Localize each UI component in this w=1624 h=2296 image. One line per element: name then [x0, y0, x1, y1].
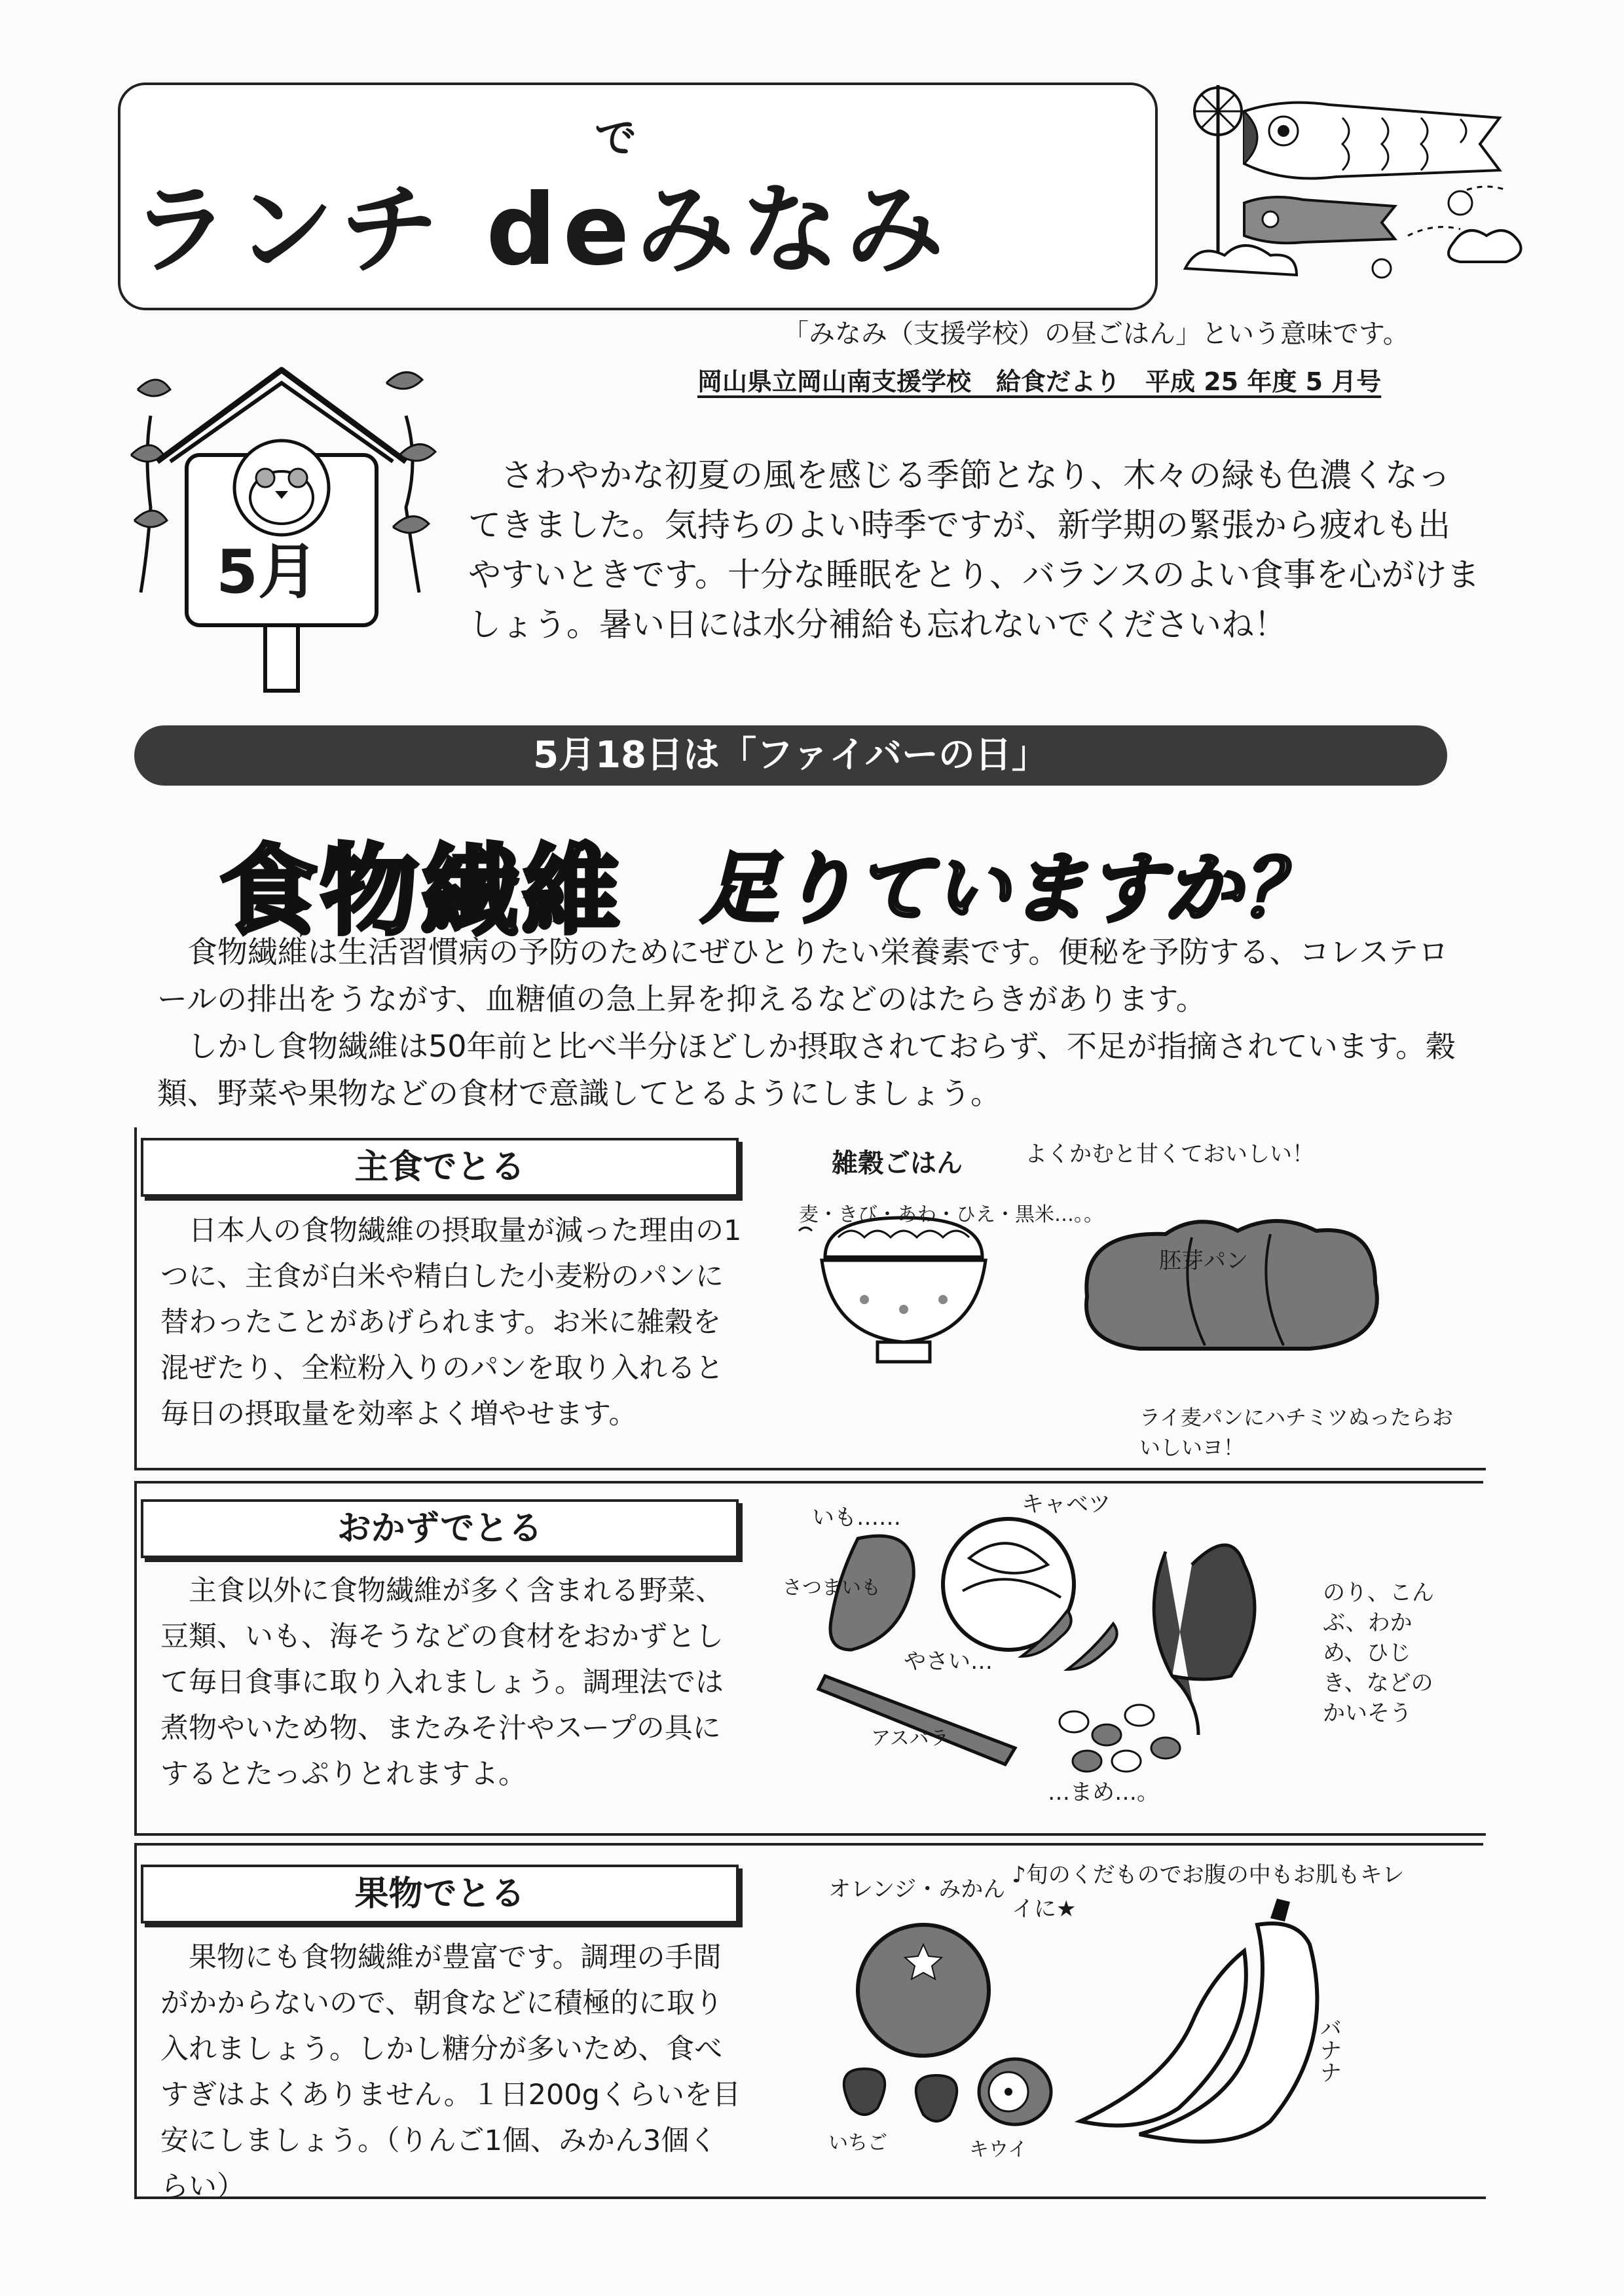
note-grains: 麦・きび・あわ・ひえ・黒米…。。 — [799, 1203, 1103, 1226]
title-ruby: で — [595, 115, 637, 163]
note-seasonal-fruit: ♪旬のくだものでお腹の中もお肌もキレイに★ — [1012, 1862, 1405, 1922]
note-orange: オレンジ・みかん — [828, 1876, 1006, 1903]
newsletter-info: 岡山県立岡山南支援学校 給食だより 平成 25 年度 5 月号 — [697, 367, 1382, 396]
note-zakkoku: 雑穀ごはん — [832, 1148, 963, 1178]
note-yasai: やさい… — [904, 1649, 993, 1675]
section-text-fruit: 果物にも食物繊維が豊富です。調理の手間がかからないので、朝食などに積極的に取り入れましょう。しかし糖分が多いため、食べすぎはよくありません。１日200gくらいを目安にしましょう。（りんご1個、みかん3個くらい） — [160, 1941, 741, 2203]
section-heading-fruit: 果物でとる — [141, 1865, 739, 1923]
note-rye-bread: ライ麦パンにハチミツぬったらおいしいヨ！ — [1139, 1405, 1454, 1460]
note-kiwi: キウイ — [969, 2138, 1028, 2161]
section-heading-staple: 主食でとる — [141, 1138, 739, 1197]
note-strawberry: いちご — [828, 2132, 887, 2155]
body-paragraph-2: しかし食物繊維は50年前と比べ半分ほどしか摂取されておらず、不足が指摘されています。穀類、野菜や果物などの食材で意識してとるようにしましょう。 — [157, 1029, 1456, 1111]
section-text-side: 主食以外に食物繊維が多く含まれる野菜、豆類、いも、海そうなどの食材をおかずとして毎日食事に取り入れましょう。調理法では煮物やいため物、またみそ汁やスープの具にするとたっぷりとれますよ。 — [160, 1575, 724, 1791]
note-banana: バナナ — [1316, 2016, 1342, 2083]
note-seaweed: のり、こんぶ、わかめ、ひじき、などのかいそう — [1323, 1580, 1434, 1726]
note-asparagus: アスパラ — [871, 1727, 949, 1750]
note-satsumaimo: さつまいも — [783, 1576, 881, 1599]
note-mame: …まめ…。 — [1048, 1779, 1159, 1806]
section-heading-side: おかずでとる — [141, 1499, 739, 1558]
fiber-day-banner: 5月18日は「ファイバーの日」 — [533, 734, 1048, 776]
note-imo: いも…… — [812, 1504, 901, 1531]
month-badge: 5月 — [216, 537, 319, 607]
subtitle-meaning: 「みなみ（支援学校）の昼ごはん」という意味です。 — [783, 319, 1409, 349]
headline-main: 食物繊維 — [219, 835, 623, 949]
intro-paragraph: さわやかな初夏の風を感じる季節となり、木々の緑も色濃くなってきました。気持ちのよい時季ですが、新学期の緊張から疲れも出やすいときです。十分な睡眠をとり、バランスのよい食事を心がけましょう。暑い日には水分補給も忘れないでくださいね！ — [468, 456, 1480, 644]
body-paragraph-1: 食物繊維は生活習慣病の予防のためにぜひとりたい栄養素です。便秘を予防する、コレステロールの排出をうながす、血糖値の急上昇を抑えるなどのはたらきがあります。 — [157, 934, 1449, 1017]
section-text-staple: 日本人の食物繊維の摂取量が減った理由の1つに、主食が白米や精白した小麦粉のパンに替わったことがあげられます。お米に雑穀を混ぜたり、全粒粉入りのパンを取り入れると毎日の摂取量を効率よく増やせます。 — [160, 1214, 742, 1430]
headline-sub: 足りていますか？ — [701, 843, 1320, 934]
page-title: ランチ deみなみ — [131, 173, 951, 287]
koinobori-illustration — [1172, 72, 1539, 308]
note-yokukamu: よくかむと甘くておいしい！ — [1025, 1141, 1314, 1167]
note-haiga-bread: 胚芽パン — [1159, 1248, 1248, 1274]
note-cabbage: キャベツ — [1022, 1491, 1111, 1518]
